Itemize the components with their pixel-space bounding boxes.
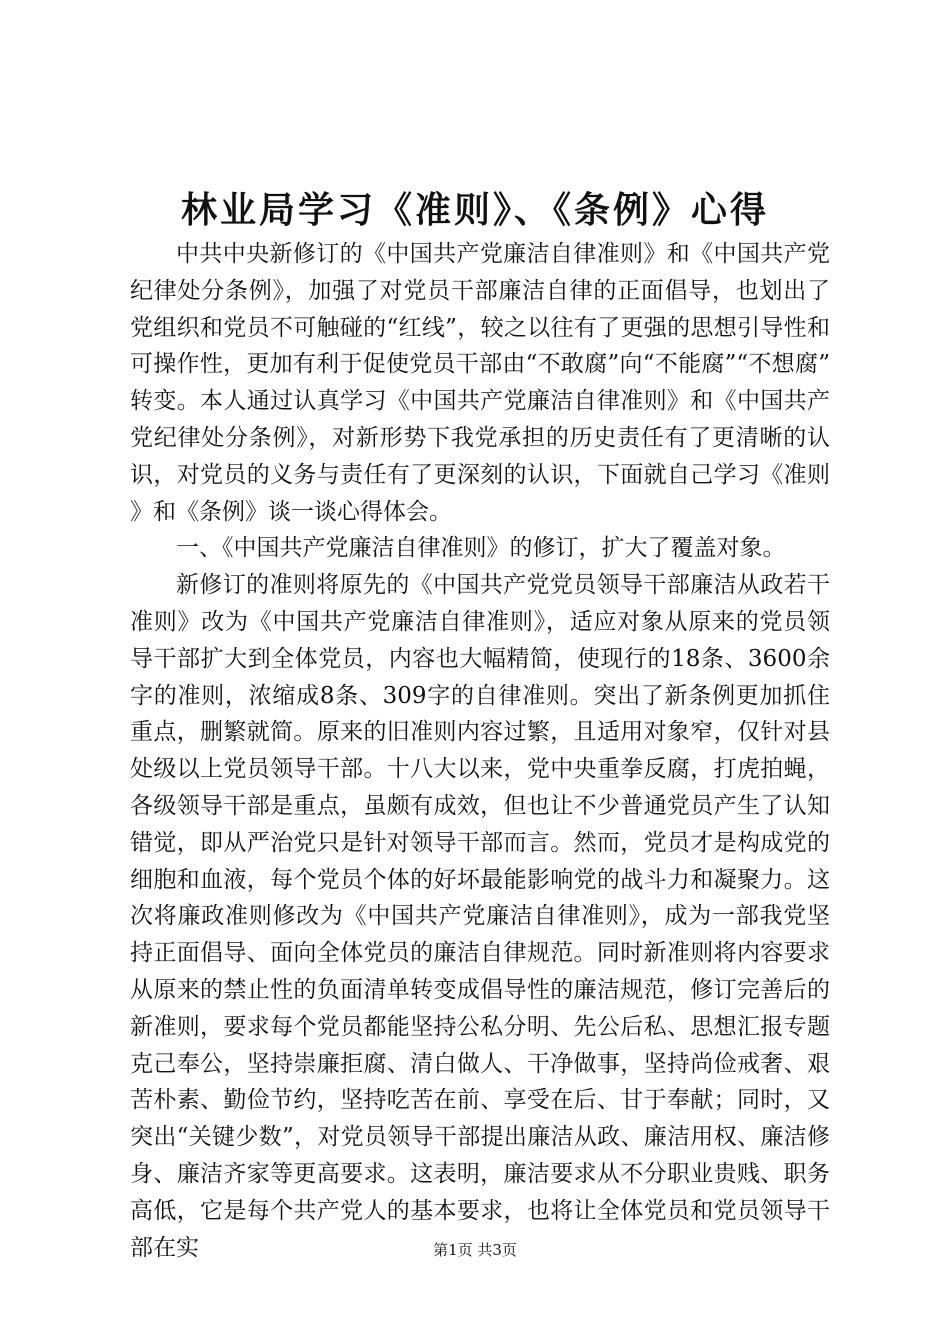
page-footer: 第1页 共3页 bbox=[433, 1241, 517, 1259]
document-title: 林业局学习《准则》、《条例》心得 bbox=[180, 189, 769, 231]
paragraph-section-heading: 一、《中国共产党廉洁自律准则》的修订，扩大了覆盖对象。 bbox=[176, 535, 786, 562]
paragraph-body: 新修订的准则将原先的《中国共产党党员领导干部廉洁从政若干准则》改为《中国共产党廉洁自律准则》，适应对象从原来的党员领导干部扩大到全体党员，内容也大幅精简，使现行的18条、3600余字的准则，浓缩成8条、309字的自律准则。突出了新条例更加抓住重点，删繁就简。原来的旧准则内容过繁，且适用对象窄，仅针对县处级以上党员领导干部。十八大以来，党中央重拳反腐，打虎拍蝇，各级领导干部是重点，虽颇有成效，但也让不少普通党员产生了认知错觉，即从严治党只是针对领导干部而言。然而，党员才是构成党的细胞和血液，每个党员个体的好坏最能影响党的战斗力和凝聚力。这次将廉政准则修改为《中国共产党廉洁自律准则》，成为一部我党坚持正面倡导、面向全体党员的廉洁自律规范。同时新准则将内容要求从原来的禁止性的负面清单转变成倡导性的廉洁规范，修订完善后的新准则，要求每个党员都能坚持公私分明、先公后私、思想汇报专题克己奉公，坚持崇廉拒腐、清白做人、干净做事，坚持尚俭戒奢、艰苦朴素、勤俭节约，坚持吃苦在前、享受在后、甘于奉献；同时，又突出“关键少数”，对党员领导干部提出廉洁从政、廉洁用权、廉洁修身、廉洁齐家等更高要求。这表明，廉洁要求从不分职业贵贱、职务高低，它是每个共产党人的基本要求，也将让全体党员和党员领导干部在实 bbox=[130, 572, 830, 1261]
document-body bbox=[130, 236, 830, 1266]
paragraph-intro: 中共中央新修订的《中国共产党廉洁自律准则》和《中国共产党纪律处分条例》，加强了对党员干部廉洁自律的正面倡导，也划出了党组织和党员不可触碰的“红线”，较之以往有了更强的思想引导性和可操作性，更加有利于促使党员干部由“不敢腐”向“不能腐”“不想腐”转变。本人通过认真学习《中国共产党廉洁自律准则》和《中国共产党纪律处分条例》，对新形势下我党承担的历史责任有了更清晰的认识，对党员的义务与责任有了更深刻的认识，下面就自己学习《准则》和《条例》谈一谈心得体会。 bbox=[130, 241, 830, 525]
